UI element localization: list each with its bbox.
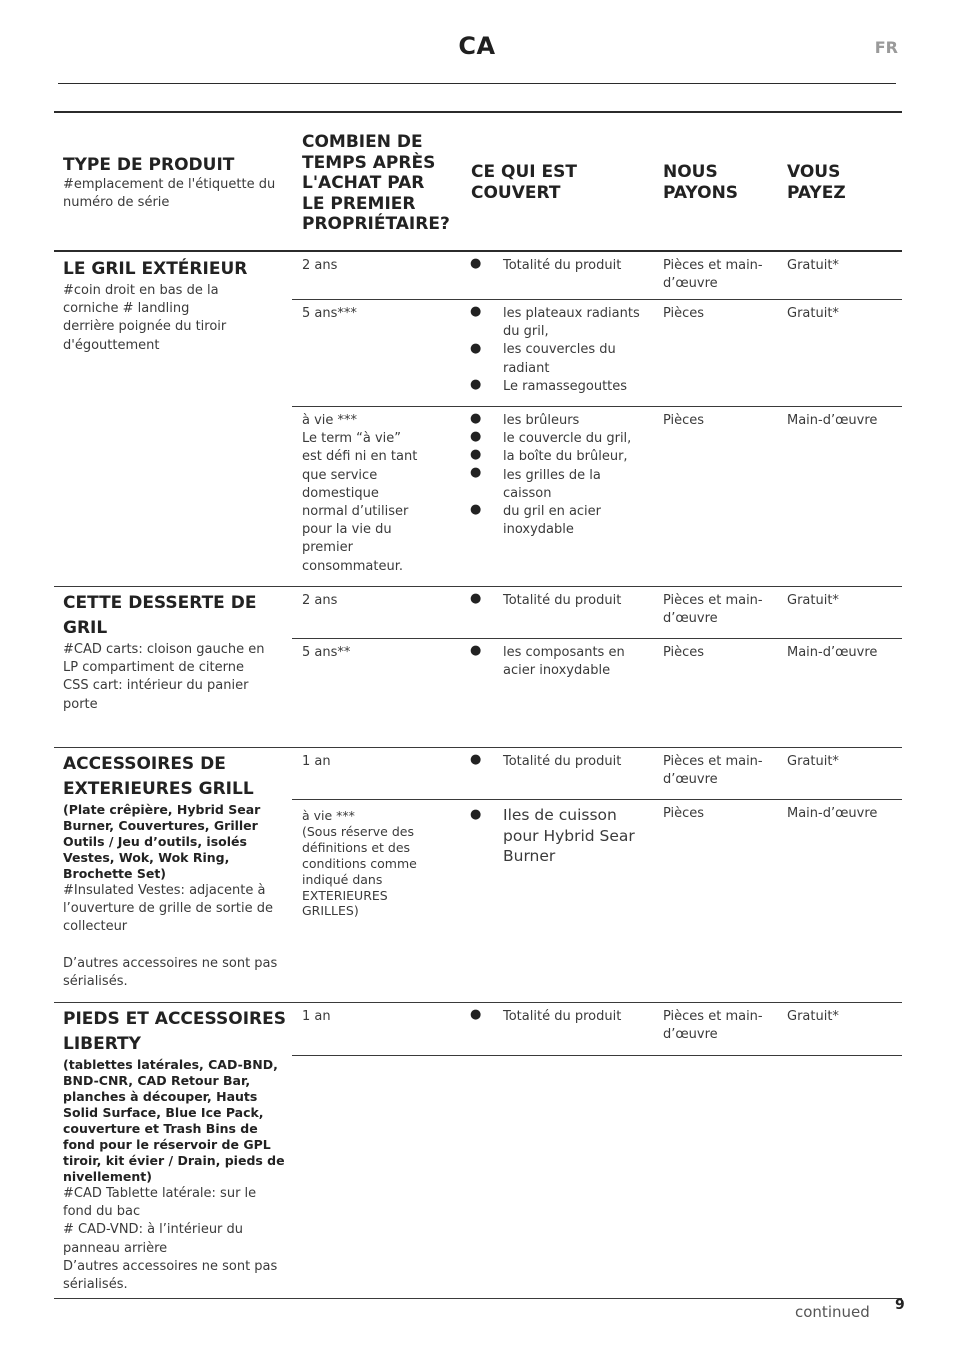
time-line: premier xyxy=(302,540,353,556)
section-desc-line: sérialisés. xyxy=(63,974,128,989)
bullet-icon: ● xyxy=(470,256,482,271)
we-pay-cell xyxy=(663,257,778,293)
bullet-icon: ● xyxy=(470,1007,482,1022)
section-title: EXTERIEURES GRILL xyxy=(63,779,254,799)
section-desc-line: CSS cart: intérieur du panier xyxy=(63,678,249,694)
time-cell xyxy=(302,412,462,576)
we-pay-cell: Pièces xyxy=(663,413,705,428)
time-line: conditions comme xyxy=(302,855,417,871)
bullet-icon: ● xyxy=(470,502,482,517)
section-desc-line: D’autres accessoires ne sont pas xyxy=(63,955,278,971)
covered-line: les grilles de la xyxy=(503,467,601,483)
column-header-product-sub: #emplacement de l'étiquette du numéro de série xyxy=(63,176,276,210)
section-desc-line: collecteur xyxy=(63,919,128,935)
continued-label: continued xyxy=(795,1303,870,1321)
covered-item xyxy=(503,644,653,680)
section-title: GRIL xyxy=(63,618,108,638)
covered-line: Totalité du produit xyxy=(503,754,622,769)
section-title: ACCESSOIRES DE xyxy=(63,754,226,774)
we-pay-line: d’œuvre xyxy=(663,1027,718,1043)
bullet-icon: ● xyxy=(470,341,482,356)
row-divider xyxy=(292,638,902,639)
column-header-you-pay xyxy=(787,162,897,203)
section-bold-line: BND-CNR, CAD Retour Bar, xyxy=(63,1073,251,1088)
time-cell: 5 ans** xyxy=(302,645,351,660)
time-line: à vie *** xyxy=(302,808,355,823)
column-header-product-label: TYPE DE PRODUIT xyxy=(63,155,235,175)
section-bold-line: Brochette Set) xyxy=(63,866,167,881)
covered-line: Le ramassegouttes xyxy=(503,378,628,394)
covered-item xyxy=(503,592,653,610)
section-desc-line: corniche # landling xyxy=(63,301,190,317)
bullet-icon: ● xyxy=(470,304,482,319)
table-bottom-rule xyxy=(54,1298,902,1299)
covered-line: la boîte du brûleur, xyxy=(503,449,628,465)
row-divider xyxy=(292,406,902,407)
section-title: LE GRIL EXTÉRIEUR xyxy=(63,259,248,279)
covered-item xyxy=(503,257,653,275)
time-line: Le term “à vie” xyxy=(302,431,402,447)
header-line: NOUS xyxy=(663,162,718,182)
page-header-title: CA xyxy=(458,32,496,60)
page-number: 9 xyxy=(895,1297,905,1313)
covered-line: les composants en xyxy=(503,645,625,660)
time-cell: 1 an xyxy=(302,1009,331,1024)
section-bold-line: couverture et Trash Bins de xyxy=(63,1121,258,1136)
we-pay-cell xyxy=(663,1008,778,1044)
section-divider xyxy=(54,747,902,748)
time-cell: 5 ans*** xyxy=(302,306,357,321)
we-pay-cell: Pièces xyxy=(663,306,705,321)
covered-line: les brûleurs xyxy=(503,413,580,428)
section-bold-line: (Plate crêpière, Hybrid Sear xyxy=(63,802,261,817)
you-pay-cell: Main-d’œuvre xyxy=(787,645,878,660)
covered-line: du gril, xyxy=(503,324,549,340)
bullet-icon: ● xyxy=(470,377,482,392)
section-bold-line: fond pour le réservoir de GPL xyxy=(63,1137,271,1152)
section-bold-line: Vestes, Wok, Wok Ring, xyxy=(63,850,230,865)
section-accessoires xyxy=(63,752,291,991)
time-line: à vie *** xyxy=(302,413,358,428)
column-header-product xyxy=(63,155,288,212)
covered-line: Burner xyxy=(503,847,556,865)
covered-line: du gril en acier xyxy=(503,504,602,520)
time-cell: 2 ans xyxy=(302,593,338,608)
section-desc-line: fond du bac xyxy=(63,1204,141,1220)
time-line: pour la vie du xyxy=(302,522,392,538)
section-gril-exterieur xyxy=(63,257,291,355)
section-bold-line: Outils / Jeu d’outils, isolés xyxy=(63,834,247,849)
covered-item xyxy=(503,753,653,771)
row-divider xyxy=(292,299,902,300)
header-line: PAYONS xyxy=(663,182,739,203)
header-line: COMBIEN DE xyxy=(302,132,423,152)
you-pay-cell: Gratuit* xyxy=(787,1009,839,1024)
table-top-rule xyxy=(54,111,902,113)
bullet-icon: ● xyxy=(470,643,482,658)
section-divider xyxy=(54,1002,902,1003)
we-pay-cell xyxy=(663,753,778,789)
section-title: PIEDS ET ACCESSOIRES xyxy=(63,1009,286,1029)
section-desc-line: l’ouverture de grille de sortie de xyxy=(63,901,273,917)
header-line: CE QUI EST xyxy=(471,162,577,182)
covered-item xyxy=(503,412,653,539)
row-divider xyxy=(292,1055,902,1056)
header-line: L'ACHAT PAR xyxy=(302,173,425,193)
time-line: GRILLES) xyxy=(302,903,359,919)
you-pay-cell: Gratuit* xyxy=(787,754,839,769)
section-title: LIBERTY xyxy=(63,1034,141,1054)
covered-line: radiant xyxy=(503,360,550,376)
you-pay-cell: Gratuit* xyxy=(787,593,839,608)
section-bold-line: nivellement) xyxy=(63,1169,152,1184)
bullet-icon: ● xyxy=(470,411,482,426)
section-desc-line: #Insulated Vestes: adjacente à xyxy=(63,883,266,898)
covered-line: caisson xyxy=(503,485,552,501)
covered-item xyxy=(503,805,658,867)
bullet-icon: ● xyxy=(470,752,482,767)
you-pay-cell: Main-d’œuvre xyxy=(787,413,878,428)
time-cell xyxy=(302,808,462,919)
header-line: LE PREMIER xyxy=(302,193,416,214)
column-header-we-pay xyxy=(663,162,773,203)
covered-line: pour Hybrid Sear xyxy=(503,826,635,845)
covered-item xyxy=(503,1008,653,1026)
you-pay-cell: Gratuit* xyxy=(787,306,839,321)
covered-item xyxy=(503,305,653,396)
section-desc-line: #CAD carts: cloison gauche en xyxy=(63,642,265,657)
section-desc-line: panneau arrière xyxy=(63,1240,168,1256)
section-title: CETTE DESSERTE DE xyxy=(63,593,257,613)
header-bottom-rule xyxy=(54,250,902,252)
bullet-icon: ● xyxy=(470,447,482,462)
we-pay-cell: Pièces xyxy=(663,645,705,660)
header-line: PAYEZ xyxy=(787,182,846,203)
header-line: VOUS xyxy=(787,162,841,182)
section-bold-line: (tablettes latérales, CAD-BND, xyxy=(63,1057,278,1072)
bullet-icon: ● xyxy=(470,591,482,606)
section-bold-line: Burner, Couvertures, Griller xyxy=(63,818,258,833)
column-header-time xyxy=(302,132,462,235)
section-desc-line: d'égouttement xyxy=(63,337,160,353)
section-desc-line: # CAD-VND: à l’intérieur du xyxy=(63,1222,244,1238)
we-pay-line: d’œuvre xyxy=(663,276,718,292)
bullet-icon: ● xyxy=(470,465,482,480)
bullet-icon: ● xyxy=(470,429,482,444)
section-bold-line: Solid Surface, Blue Ice Pack, xyxy=(63,1105,264,1120)
time-cell: 1 an xyxy=(302,754,331,769)
section-desc-line: sérialisés. xyxy=(63,1277,128,1293)
section-desc-line: #CAD Tablette latérale: sur le xyxy=(63,1186,257,1201)
time-line: domestique xyxy=(302,485,379,501)
section-desc-spacer xyxy=(63,937,291,955)
covered-line: acier inoxydable xyxy=(503,663,611,679)
time-line: (Sous réserve des xyxy=(302,823,414,839)
time-line: que service xyxy=(302,467,378,483)
time-cell: 2 ans xyxy=(302,258,338,273)
section-desc-line: derrière poignée du tiroir xyxy=(63,319,227,335)
we-pay-cell: Pièces xyxy=(663,806,705,821)
we-pay-line: d’œuvre xyxy=(663,772,718,788)
covered-line: les plateaux radiants xyxy=(503,306,640,321)
time-line: normal d’utiliser xyxy=(302,504,409,520)
you-pay-cell: Gratuit* xyxy=(787,258,839,273)
we-pay-line: Pièces et main- xyxy=(663,258,763,273)
section-pieds-liberty xyxy=(63,1007,291,1294)
we-pay-line: d’œuvre xyxy=(663,611,718,627)
covered-line: les couvercles du xyxy=(503,342,616,358)
language-label: FR xyxy=(874,38,898,57)
section-desc-line: porte xyxy=(63,696,98,712)
covered-line: Iles de cuisson xyxy=(503,806,617,824)
we-pay-line: Pièces et main- xyxy=(663,754,763,769)
section-divider xyxy=(54,586,902,587)
header-rule xyxy=(58,83,896,84)
section-desc-line: LP compartiment de citerne xyxy=(63,660,244,676)
we-pay-line: Pièces et main- xyxy=(663,1009,763,1024)
section-bold-line: planches à découper, Hauts xyxy=(63,1089,258,1104)
section-desserte xyxy=(63,591,291,714)
time-line: est défi ni en tant xyxy=(302,449,418,465)
header-line: COUVERT xyxy=(471,182,561,203)
time-line: EXTERIEURES xyxy=(302,887,388,903)
you-pay-cell: Main-d’œuvre xyxy=(787,806,878,821)
section-desc-line: #coin droit en bas de la xyxy=(63,283,219,298)
time-line: indiqué dans xyxy=(302,871,383,887)
we-pay-cell xyxy=(663,592,778,628)
section-desc-line: D’autres accessoires ne sont pas xyxy=(63,1258,278,1274)
bullet-icon: ● xyxy=(470,807,482,822)
row-divider xyxy=(292,799,902,800)
section-bold-line: tiroir, kit évier / Drain, pieds de xyxy=(63,1153,285,1168)
header-line: TEMPS APRÈS xyxy=(302,152,436,173)
covered-line: Totalité du produit xyxy=(503,1009,622,1024)
column-header-covered xyxy=(471,162,651,203)
we-pay-line: Pièces et main- xyxy=(663,593,763,608)
time-line: définitions et des xyxy=(302,839,411,855)
covered-line: Totalité du produit xyxy=(503,258,622,273)
covered-line: Totalité du produit xyxy=(503,593,622,608)
covered-line: le couvercle du gril, xyxy=(503,431,632,447)
covered-line: inoxydable xyxy=(503,522,574,538)
time-line: consommateur. xyxy=(302,558,403,574)
header-line: PROPRIÉTAIRE? xyxy=(302,214,450,234)
